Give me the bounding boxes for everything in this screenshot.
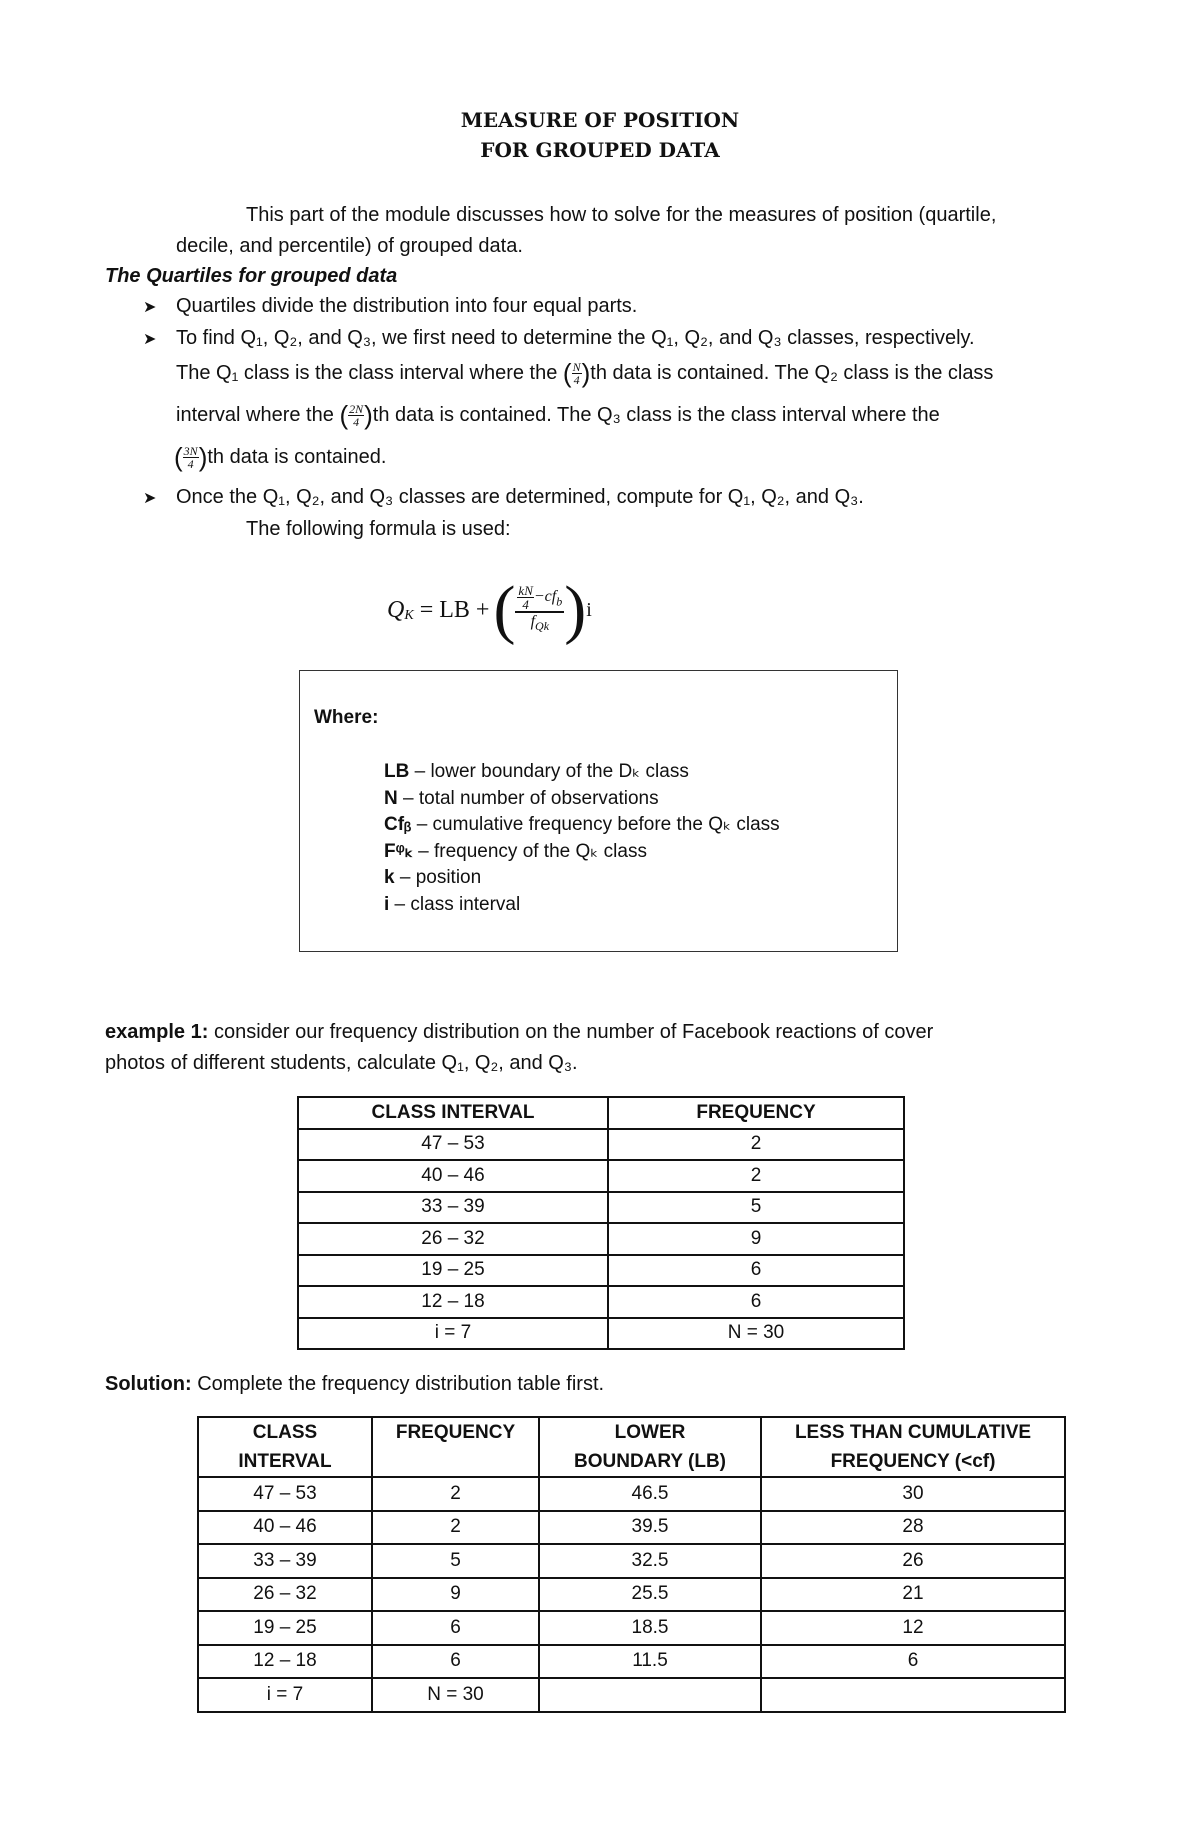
text: th data is contained.: [207, 445, 387, 468]
quartile-formula: Q $_K$ = LB + ( $\frac{kN}{4}$ $-cf_b$ $f_{Qk}$ ) i: [387, 573, 592, 646]
description: – total number of observations: [397, 787, 659, 809]
table-row: [198, 1678, 1065, 1712]
bullet-arrow-icon: ➤: [143, 299, 157, 316]
table-header: LOWER BOUNDARY (LB): [539, 1417, 761, 1477]
table-cell: 12: [761, 1611, 1065, 1645]
text: interval where the: [176, 403, 334, 426]
text: th data is contained. The Q₃ class is the class interval where the: [372, 403, 940, 426]
table-row: [198, 1611, 1065, 1645]
bullet-2-line4: ( $\frac{3N}{4}$ )th data is contained.: [174, 442, 387, 472]
description: – position: [394, 867, 482, 889]
where-item: [384, 759, 780, 786]
table-cell: 26 – 32: [198, 1578, 372, 1612]
table-cell: 26 – 32: [298, 1223, 608, 1255]
bullet-2-line3: interval where the ( $\frac{2N}{4}$ )th data is contained. The Q₃ class is the class interval where the: [176, 400, 940, 430]
completed-frequency-table: [197, 1416, 1066, 1713]
title-line2: FOR GROUPED DATA: [480, 138, 720, 162]
table-row: [298, 1223, 904, 1255]
table-cell: 5: [372, 1544, 539, 1578]
bullet-1: Quartiles divide the distribution into four equal parts.: [176, 295, 638, 317]
table-cell: 26: [761, 1544, 1065, 1578]
table-row: [298, 1160, 904, 1192]
table-cell: 47 – 53: [198, 1477, 372, 1511]
table-cell: 5: [608, 1192, 904, 1224]
table-cell: [761, 1678, 1065, 1712]
example-line1: example 1: consider our frequency distribution on the number of Facebook reactions of cover: [105, 1021, 934, 1043]
bullet-3-follow: The following formula is used:: [246, 518, 511, 540]
bullet-2-line2: The Q₁ class is the class interval where the ( $\frac{N}{4}$ )th data is contained. The Q₂ class is the class: [176, 358, 994, 388]
table-cell: 39.5: [539, 1511, 761, 1545]
text: th data is contained. The Q₂ class is the class: [590, 361, 994, 384]
table-cell: 21: [761, 1578, 1065, 1612]
table-row: [198, 1645, 1065, 1679]
table-cell: 12 – 18: [198, 1645, 372, 1679]
term: Fᵠₖ: [384, 840, 413, 862]
table-cell: N = 30: [608, 1318, 904, 1350]
table-cell: 46.5: [539, 1477, 761, 1511]
where-item: [384, 786, 780, 813]
table-cell: 33 – 39: [298, 1192, 608, 1224]
table-cell: 2: [608, 1129, 904, 1161]
text: The Q₁ class is the class interval where the: [176, 361, 558, 384]
term: k: [384, 867, 395, 889]
bullet-arrow-icon: ➤: [143, 331, 157, 348]
term: N: [384, 787, 398, 809]
fraction-n-over-4: $\frac{N}{4}$: [572, 360, 581, 387]
table-cell: 6: [608, 1286, 904, 1318]
table-row: [298, 1318, 904, 1350]
where-box: [299, 670, 898, 952]
frequency-table: [297, 1096, 905, 1350]
table-header: LESS THAN CUMULATIVE FREQUENCY (<cf): [761, 1417, 1065, 1477]
table-cell: 11.5: [539, 1645, 761, 1679]
table-header: FREQUENCY: [372, 1417, 539, 1477]
table-row: [298, 1192, 904, 1224]
bullet-arrow-icon: ➤: [143, 490, 157, 507]
table-cell: 33 – 39: [198, 1544, 372, 1578]
description: – lower boundary of the Dₖ class: [409, 761, 689, 782]
term: Cfᵦ: [384, 814, 412, 836]
fraction-2n-over-4: $\frac{2N}{4}$: [349, 402, 364, 429]
term: i: [384, 893, 390, 915]
section-heading: The Quartiles for grouped data: [105, 265, 398, 287]
table-cell: 9: [608, 1223, 904, 1255]
description: – cumulative frequency before the Qₖ class: [411, 814, 780, 836]
where-item: [384, 892, 780, 919]
table-cell: 19 – 25: [198, 1611, 372, 1645]
table-row: [198, 1477, 1065, 1511]
table-cell: 9: [372, 1578, 539, 1612]
description: – class interval: [389, 893, 521, 915]
solution-line: Solution: Complete the frequency distribution table first.: [105, 1373, 605, 1395]
table-row: [198, 1544, 1065, 1578]
table-cell: 32.5: [539, 1544, 761, 1578]
bullet-2-line1: To find Q₁, Q₂, and Q₃, we first need to determine the Q₁, Q₂, and Q₃ classes, respectively.: [176, 327, 975, 349]
table-cell: 2: [372, 1477, 539, 1511]
table-cell: 19 – 25: [298, 1255, 608, 1287]
fraction-3n-over-4: $\frac{3N}{4}$: [183, 444, 198, 471]
table-cell: 30: [761, 1477, 1065, 1511]
intro-line2: decile, and percentile) of grouped data.: [176, 235, 523, 257]
table-cell: i = 7: [198, 1678, 372, 1712]
table-cell: i = 7: [298, 1318, 608, 1350]
table-cell: 6: [608, 1255, 904, 1287]
bullet-3: Once the Q₁, Q₂, and Q₃ classes are determined, compute for Q₁, Q₂, and Q₃.: [176, 486, 864, 508]
table-cell: 40 – 46: [198, 1511, 372, 1545]
table-header: CLASS INTERVAL: [198, 1417, 372, 1477]
term: LB: [384, 761, 410, 782]
table-row: [298, 1286, 904, 1318]
table-cell: 47 – 53: [298, 1129, 608, 1161]
header-frequency: FREQUENCY: [608, 1097, 904, 1129]
table-row: [198, 1511, 1065, 1545]
header-class-interval: CLASS INTERVAL: [298, 1097, 608, 1129]
table-cell: 28: [761, 1511, 1065, 1545]
table-cell: 40 – 46: [298, 1160, 608, 1192]
intro-line1: This part of the module discusses how to solve for the measures of position (quartile,: [246, 204, 997, 226]
table-cell: 18.5: [539, 1611, 761, 1645]
title-line1: MEASURE OF POSITION: [460, 108, 740, 132]
where-item: [384, 839, 780, 866]
where-item: [384, 812, 780, 839]
table-cell: 12 – 18: [298, 1286, 608, 1318]
table-row: [198, 1578, 1065, 1612]
table-cell: 6: [761, 1645, 1065, 1679]
example-line2: photos of different students, calculate Q₁, Q₂, and Q₃.: [105, 1052, 578, 1074]
table-cell: 2: [608, 1160, 904, 1192]
table-cell: 2: [372, 1511, 539, 1545]
table-cell: N = 30: [372, 1678, 539, 1712]
table-row: [298, 1129, 904, 1161]
where-item: [384, 865, 780, 892]
table-cell: [539, 1678, 761, 1712]
table-cell: 6: [372, 1611, 539, 1645]
table-row: [298, 1255, 904, 1287]
description: – frequency of the Qₖ class: [412, 840, 647, 862]
table-cell: 6: [372, 1645, 539, 1679]
where-label: Where:: [314, 707, 379, 728]
table-cell: 25.5: [539, 1578, 761, 1612]
